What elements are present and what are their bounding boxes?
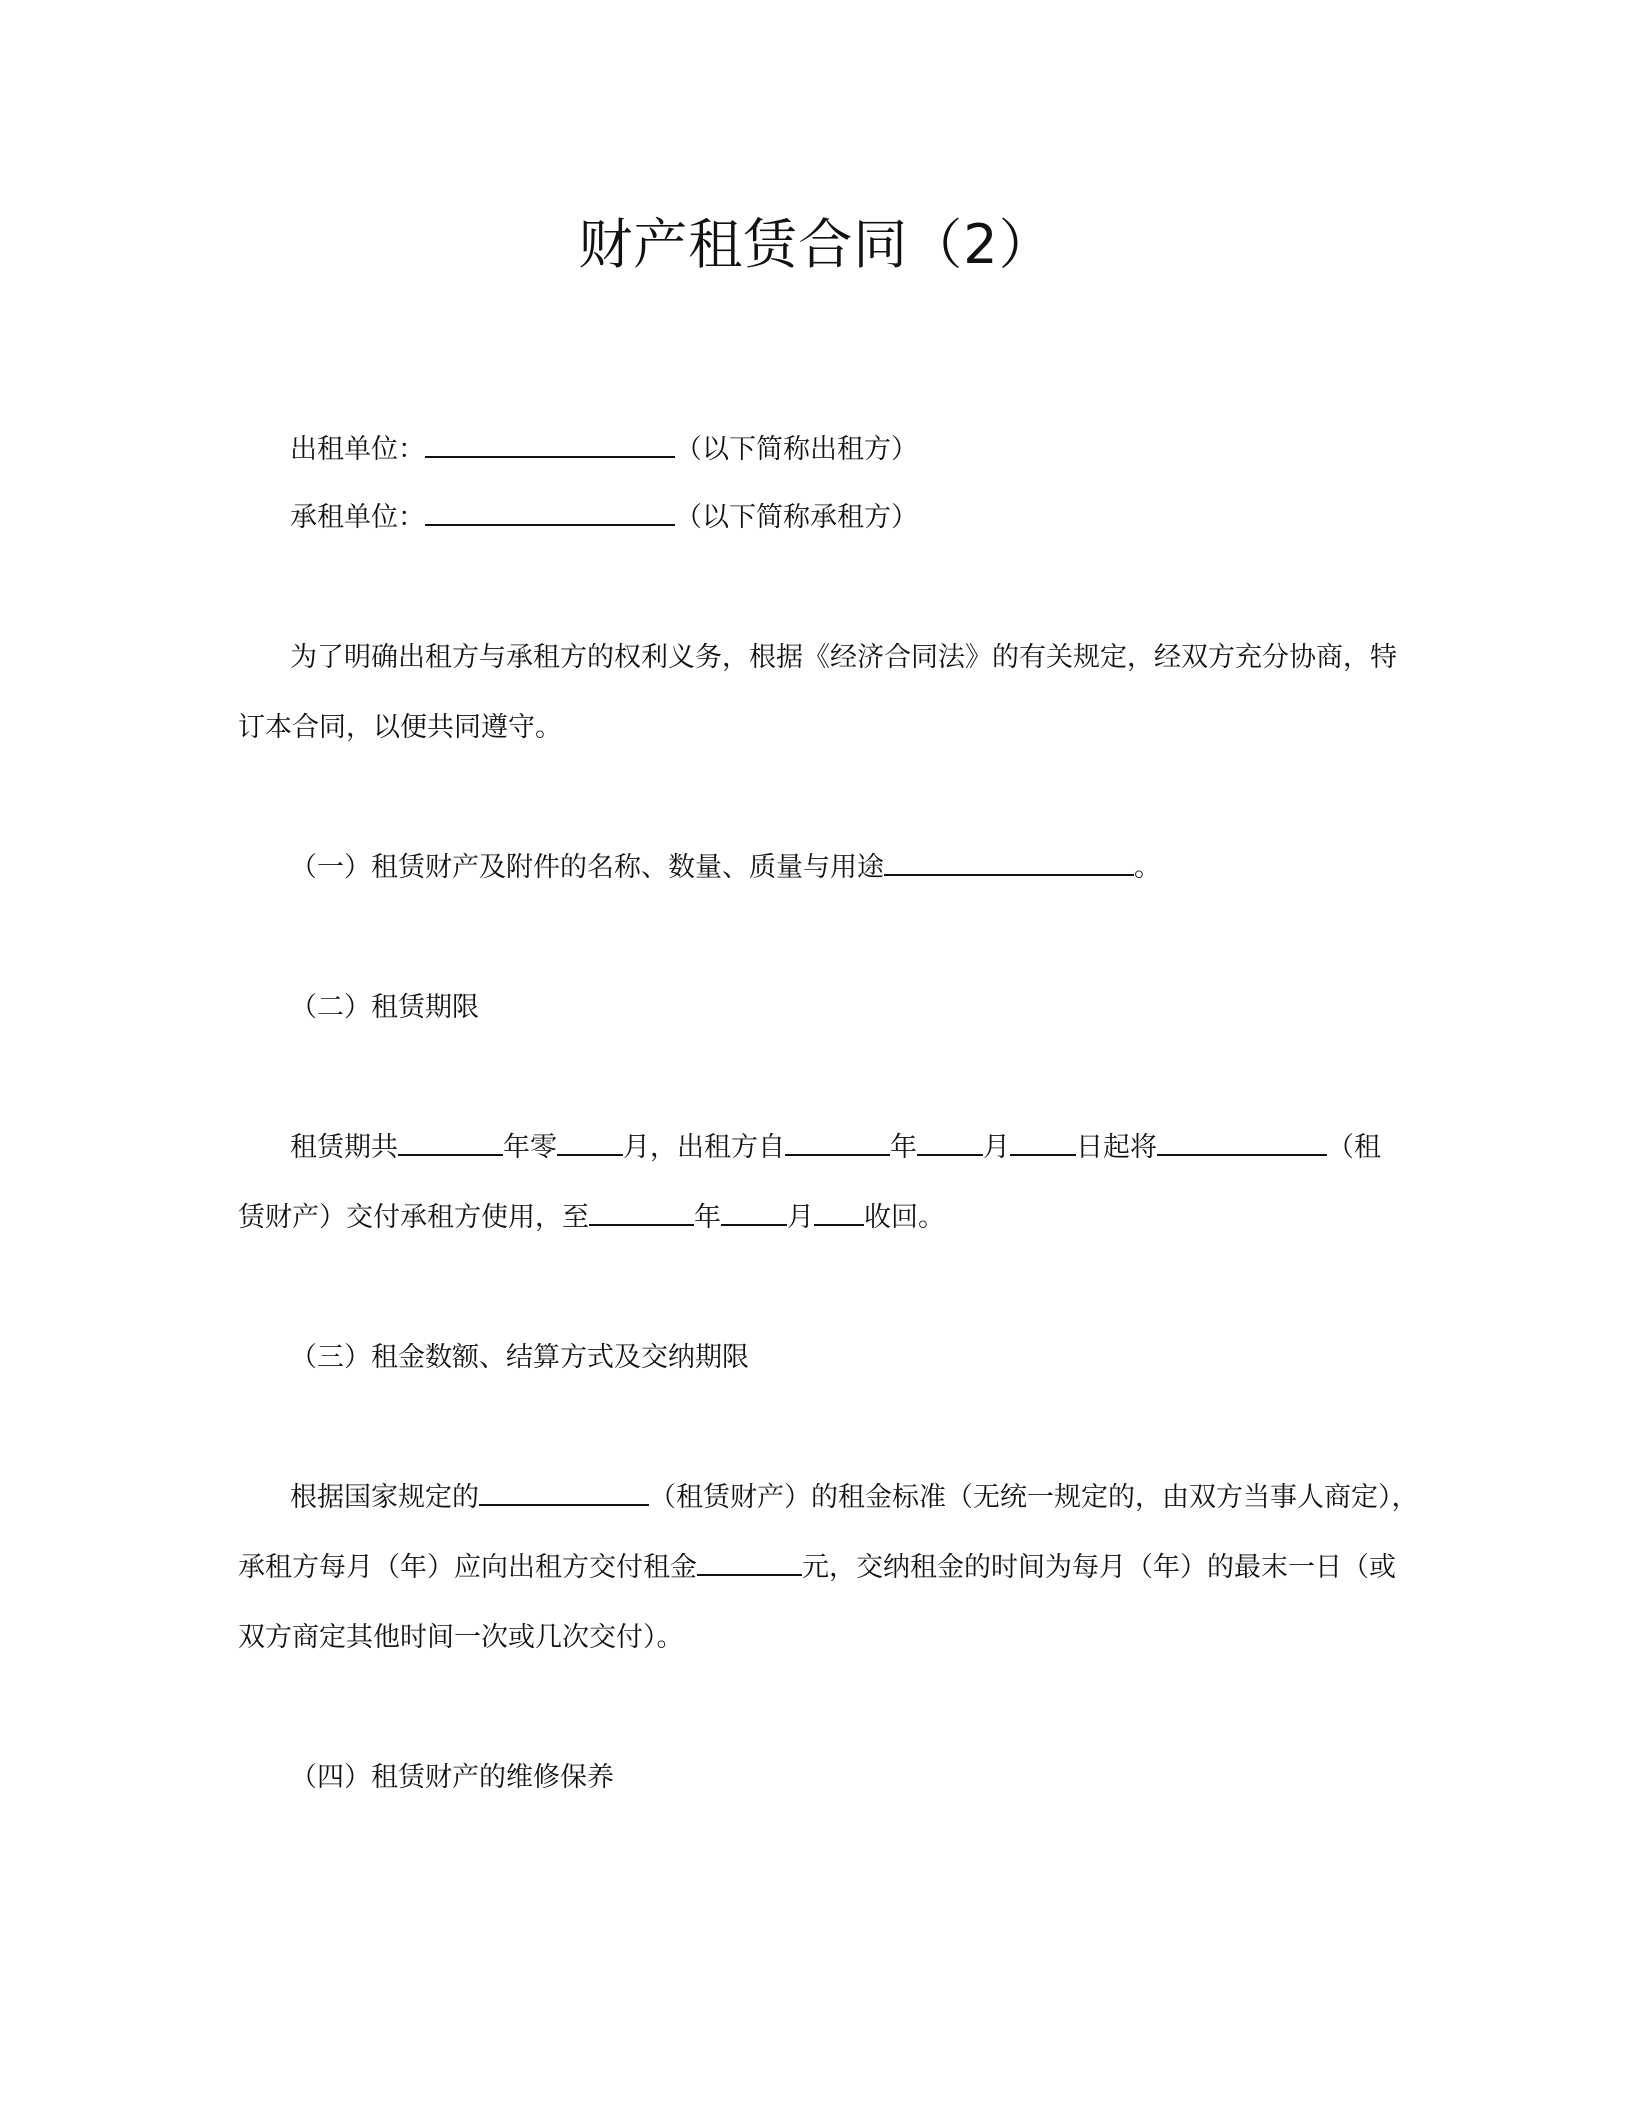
section2-heading: （二）租赁期限 <box>290 992 479 1023</box>
start-year-blank <box>785 1128 890 1156</box>
lease-term-label: 租赁期共 <box>290 1132 398 1163</box>
start-month-blank <box>917 1128 983 1156</box>
preamble-line-2: 订本合同，以便共同遵守。 <box>238 712 562 743</box>
handover-text: 赁财产）交付承租方使用，至 <box>238 1202 589 1233</box>
lease-months-blank <box>557 1128 623 1156</box>
rent-property-blank <box>479 1478 649 1506</box>
section4-heading: （四）租赁财产的维修保养 <box>290 1762 614 1793</box>
lessor-line <box>290 430 918 470</box>
section3-heading: （三）租金数额、结算方式及交纳期限 <box>290 1342 749 1373</box>
end-month-blank <box>721 1198 787 1226</box>
preamble-line-1: 为了明确出租方与承租方的权利义务，根据《经济合同法》的有关规定，经双方充分协商，特 <box>290 642 1397 673</box>
lessee-suffix: （以下简称承租方） <box>675 502 918 533</box>
rent-standard-label: 根据国家规定的 <box>290 1482 479 1513</box>
section3-para-line-1 <box>290 1478 1419 1518</box>
year-label: 年 <box>890 1132 917 1163</box>
lessee-blank <box>425 498 675 526</box>
lessee-line <box>290 498 918 538</box>
rent-pay-text: 元，交纳租金的时间为每月（年）的最末一日（或 <box>802 1552 1396 1583</box>
document-title: 财产租赁合同（2） <box>578 213 1054 276</box>
start-day-blank <box>1010 1128 1076 1156</box>
section2-para-line-2 <box>238 1198 945 1238</box>
section1-blank <box>884 848 1134 876</box>
section3-para-line-3: 双方商定其他时间一次或几次交付）。 <box>238 1622 684 1653</box>
month-label: 月 <box>983 1132 1010 1163</box>
end-day-blank <box>814 1198 864 1226</box>
lease-years-blank <box>398 1128 503 1156</box>
section3-para-line-2 <box>238 1548 1396 1588</box>
rent-pay-label: 承租方每月（年）应向出租方交付租金 <box>238 1552 697 1583</box>
lessor-label: 出租单位： <box>290 434 425 465</box>
end-year-blank <box>589 1198 694 1226</box>
section1-text: （一）租赁财产及附件的名称、数量、质量与用途 <box>290 852 884 883</box>
property-paren-label: （租 <box>1327 1132 1381 1163</box>
lessee-label: 承租单位： <box>290 502 425 533</box>
day-label: 日起将 <box>1076 1132 1157 1163</box>
section2-para-line-1 <box>290 1128 1381 1168</box>
section1-end: 。 <box>1134 852 1161 883</box>
recover-text: 收回。 <box>864 1202 945 1233</box>
lessor-blank <box>425 430 675 458</box>
years-label: 年零 <box>503 1132 557 1163</box>
rent-amount-blank <box>697 1548 802 1576</box>
end-year-label: 年 <box>694 1202 721 1233</box>
lessor-suffix: （以下简称出租方） <box>675 434 918 465</box>
rent-standard-text: （租赁财产）的租金标准（无统一规定的，由双方当事人商定）， <box>649 1482 1419 1513</box>
end-month-label: 月 <box>787 1202 814 1233</box>
property-blank <box>1157 1128 1327 1156</box>
section1-line <box>290 848 1161 888</box>
months-from-label: 月，出租方自 <box>623 1132 785 1163</box>
